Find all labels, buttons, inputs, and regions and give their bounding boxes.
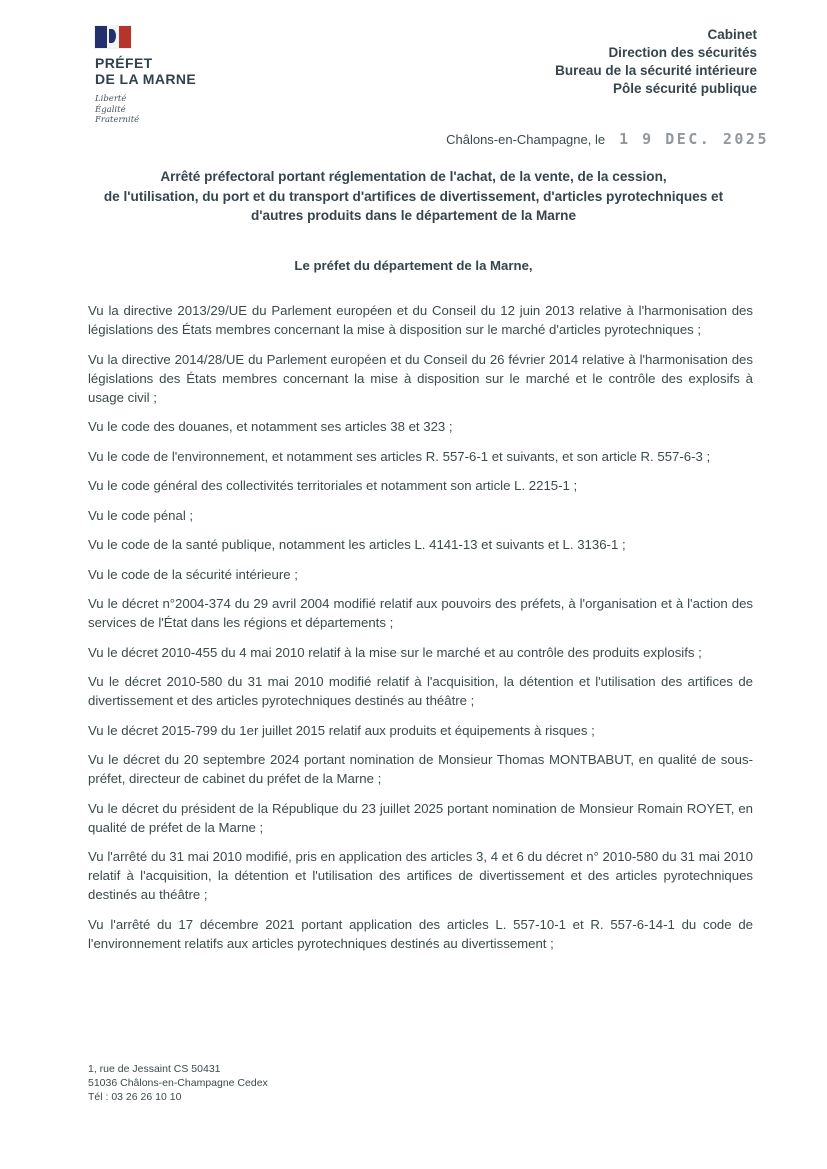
dateline-place: Châlons-en-Champagne, le xyxy=(446,132,606,147)
motto-fraternite: Fraternité xyxy=(95,115,140,125)
office-line-cabinet: Cabinet xyxy=(707,27,757,42)
office-line-bureau: Bureau de la sécurité intérieure xyxy=(555,63,757,78)
flag-red-stripe xyxy=(119,26,131,48)
page-header xyxy=(95,26,757,126)
prefecture-name-line1: PRÉFET xyxy=(95,55,153,71)
flag-white-stripe xyxy=(107,26,119,48)
office-line-pole: Pôle sécurité publique xyxy=(612,81,757,96)
issuing-office xyxy=(555,26,757,98)
vu-paragraph: Vu la directive 2013/29/UE du Parlement européen et du Conseil du 12 juin 2013 relative à l'harmonisation des législations des États membres concernant la mise à disposition sur le marché d'articles pyrotechniques ; xyxy=(88,303,753,337)
document-title xyxy=(58,167,769,226)
vu-paragraph: Vu le code de la sécurité intérieure ; xyxy=(88,566,298,582)
motto-liberte: Liberté xyxy=(95,94,127,104)
vu-paragraph: Vu le décret 2010-580 du 31 mai 2010 modifié relatif à l'acquisition, la détention et l'utilisation des artifices de divertissement et des articles pyrotechniques destinés au théâtre ; xyxy=(88,674,753,708)
salutation: Le préfet du département de la Marne, xyxy=(294,258,533,273)
french-flag-icon xyxy=(95,26,131,48)
document-body xyxy=(88,301,753,963)
prefecture-name xyxy=(95,55,265,87)
prefecture-logo xyxy=(95,26,265,126)
republic-motto xyxy=(95,94,265,126)
office-line-direction: Direction des sécurités xyxy=(608,45,757,60)
vu-paragraph: Vu l'arrêté du 31 mai 2010 modifié, pris en application des articles 3, 4 et 6 du décret n° 2010-580 du 31 mai 2010 relatif à l'acquisition, la détention et l'utilisation des artifices de divertissement et des articles pyrotechniques destinés au théâtre ; xyxy=(88,849,753,902)
vu-paragraph: Vu le code pénal ; xyxy=(88,507,194,523)
title-line-3: d'autres produits dans le département de la Marne xyxy=(250,208,577,223)
title-line-1: Arrêté préfectoral portant réglementation de l'achat, de la vente, de la cession, xyxy=(160,169,667,184)
vu-paragraph: Vu le décret du président de la République du 23 juillet 2025 portant nomination de Monsieur Romain ROYET, en qualité de préfet de la Marne ; xyxy=(88,800,753,835)
vu-paragraph: Vu le décret du 20 septembre 2024 portant nomination de Monsieur Thomas MONTBABUT, en qualité de sous-préfet, directeur de cabinet du préfet de la Marne ; xyxy=(88,752,753,786)
address-footer xyxy=(88,1062,268,1104)
vu-paragraph: Vu le décret 2015-799 du 1er juillet 2015 relatif aux produits et équipements à risques ; xyxy=(88,722,595,738)
vu-paragraph: Vu le code de l'environnement, et notamment ses articles R. 557-6-1 et suivants, et son article R. 557-6-3 ; xyxy=(88,448,711,464)
vu-paragraph: Vu le décret 2010-455 du 4 mai 2010 relatif à la mise sur le marché et au contrôle des produits explosifs ; xyxy=(88,644,702,660)
footer-address-line2: 51036 Châlons-en-Champagne Cedex xyxy=(88,1077,268,1089)
title-line-2: de l'utilisation, du port et du transport d'artifices de divertissement, d'articles pyrotechniques et xyxy=(103,188,724,204)
vu-paragraph: Vu le décret n°2004-374 du 29 avril 2004 modifié relatif aux pouvoirs des préfets, à l'organisation et à l'action des services de l'État dans les régions et départements ; xyxy=(88,596,753,630)
footer-phone: Tél : 03 26 26 10 10 xyxy=(88,1091,182,1103)
flag-blue-stripe xyxy=(95,26,107,48)
vu-paragraph: Vu le code des douanes, et notamment ses articles 38 et 323 ; xyxy=(88,419,453,434)
footer-address-line1: 1, rue de Jessaint CS 50431 xyxy=(88,1063,221,1075)
vu-paragraph: Vu l'arrêté du 17 décembre 2021 portant application des articles L. 557-10-1 et R. 557-6-14-1 du code de l'environnement relatifs aux articles pyrotechniques destinés au divertissement ; xyxy=(88,916,753,951)
dateline xyxy=(0,130,769,148)
vu-paragraph: Vu le code de la santé publique, notamment les articles L. 4141-13 et suivants et L. 3136-1 ; xyxy=(88,537,626,552)
vu-paragraph: Vu la directive 2014/28/UE du Parlement européen et du Conseil du 26 février 2014 relative à l'harmonisation des législations des États membres concernant la mise à disposition sur le marché et le contrôle des explosifs à usage civil ; xyxy=(88,351,753,405)
motto-egalite: Égalité xyxy=(95,104,126,115)
date-stamp: 1 9 DEC. 2025 xyxy=(619,130,769,148)
vu-paragraph: Vu le code général des collectivités territoriales et notamment son article L. 2215-1 ; xyxy=(88,478,578,493)
prefecture-name-line2: DE LA MARNE xyxy=(95,71,197,87)
